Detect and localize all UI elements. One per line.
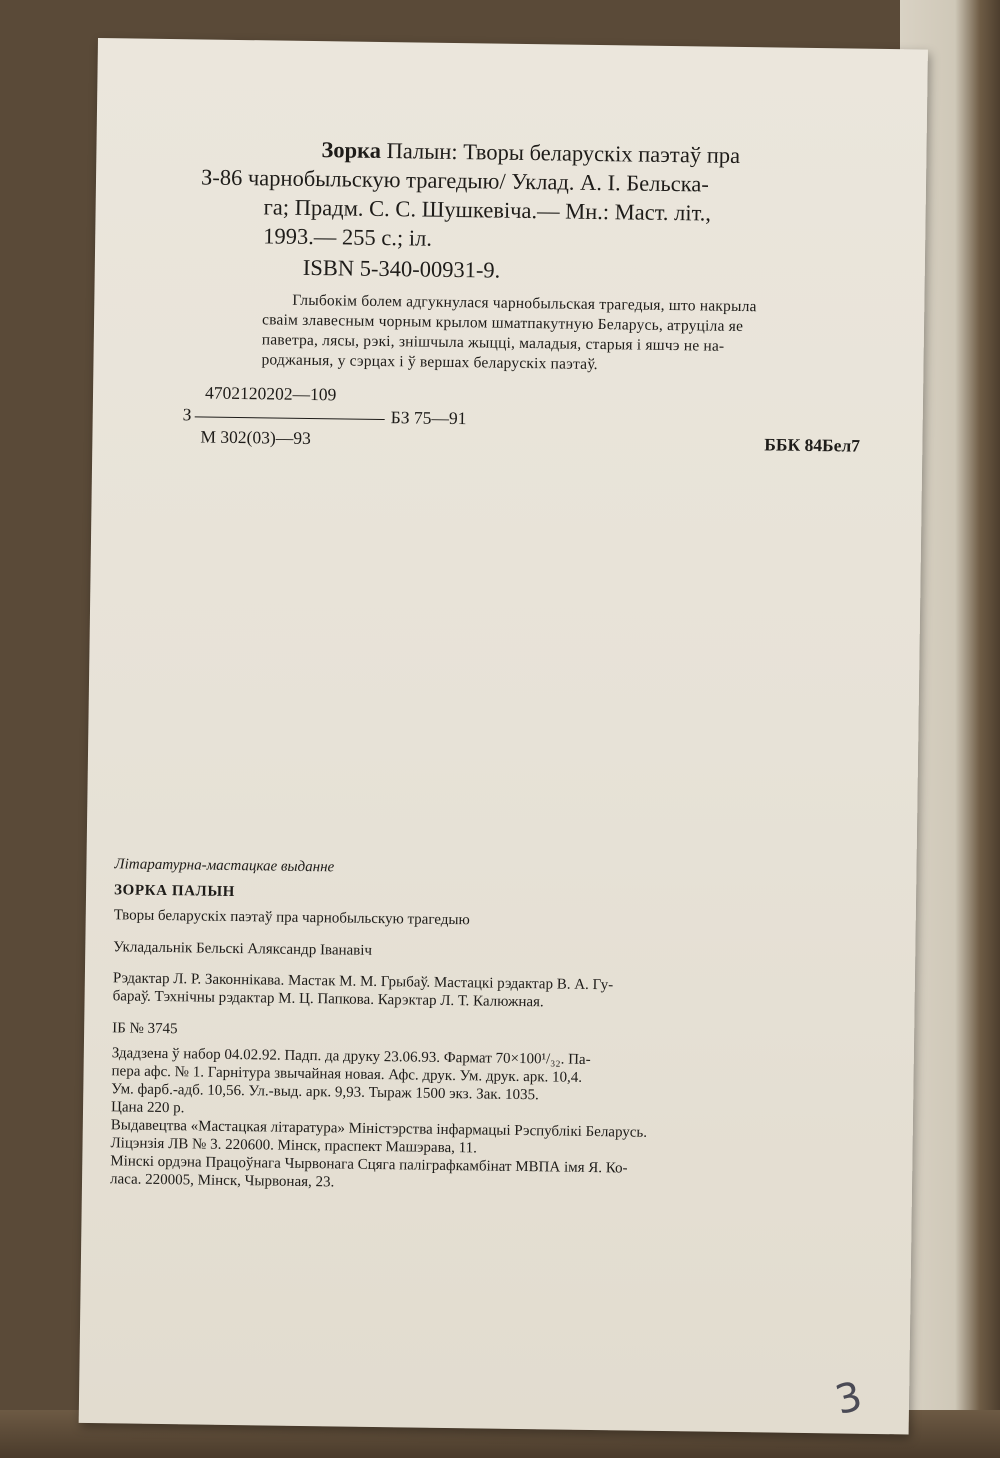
production-line: Ліцэнзія ЛВ № 3. 220600. Мінск, праспект Машэрава, 11.: [110, 1135, 477, 1157]
production-line: Мінскі ордэна Працоўнага Чырвонага Сцяга паліграфкамбінат МВПА імя Я. Ко-: [110, 1153, 628, 1177]
production-line: Ум. фарб.-адб. 10,56. Ул.-выд. арк. 9,93. Тыраж 1500 экз. Зак. 1035.: [111, 1081, 539, 1104]
catalog-code: З-86: [200, 164, 243, 191]
production-line: Здадзена ў набор 04.02.92. Падп. да друку 23.06.93. Фармат 70×100¹/₃₂. Па-: [111, 1045, 591, 1068]
code-denominator: М 302(03)—93: [200, 426, 311, 449]
catalog-card: [98, 38, 928, 283]
code-bz: БЗ 75—91: [390, 407, 467, 429]
handwritten-page-mark: 3: [830, 1373, 867, 1425]
annotation-line: паветра, лясы, рэкі, знішчыла жыцці, маладыя, старыя і яшчэ не на-: [261, 331, 725, 355]
annotation-line: роджаныя, у сэрцах і ў вершах беларускіх паэтаў.: [261, 351, 598, 374]
catalog-title-bold: Зорка: [321, 137, 382, 163]
editors-line: Рэдактар Л. Р. Законнікава. Мастак М. М. Грыбаў. Мастацкі рэдактар В. А. Гу-: [112, 970, 614, 994]
compiler: Укладальнік Бельскі Аляксандр Іванавіч: [113, 939, 373, 959]
production-line: пера афс. № 1. Гарнітура звычайная новая. Афс. друк. Ум. друк. арк. 10,4.: [111, 1063, 583, 1086]
code-numerator: 4702120202—109: [204, 382, 337, 405]
fraction-line: [195, 416, 385, 420]
catalog-line-1: Зорка Палын: Творы беларускіх паэтаў пра: [321, 137, 741, 168]
production-line: Цана 220 р.: [110, 1099, 185, 1117]
catalog-line-4: 1993.— 255 с.; іл.: [263, 223, 433, 251]
edition-type: Літаратурна-мастацкае выданне: [114, 856, 335, 876]
catalog-line-3: га; Прадм. С. С. Шушкевіча.— Мн.: Маст. літ.,: [263, 194, 712, 226]
code-prefix: З: [182, 404, 192, 425]
production-line: Выдавецтва «Мастацкая літаратура» Міністэрства інфармацыі Рэспублікі Беларусь.: [110, 1117, 648, 1141]
code-bbk: ББК 84Бел7: [764, 434, 861, 456]
imprint-title: ЗОРКА ПАЛЫН: [113, 882, 236, 900]
annotation-line: сваім злавесным чорным крылом шматпакутную Беларусь, атруціла яе: [261, 311, 744, 336]
annotation-line: Глыбокім болем адгукнулася чарнобыльская трагедыя, што накрыла: [292, 291, 757, 316]
ib-number: ІБ № 3745: [112, 1020, 178, 1038]
catalog-line-2: З-86 чарнобыльскую трагедыю/ Уклад. А. І. Бельска-: [200, 164, 709, 197]
isbn: ISBN 5-340-00931-9.: [302, 254, 501, 283]
editors-line: бараў. Тэхнічны рэдактар М. Ц. Папкова. Карэктар Л. Т. Калюжная.: [112, 988, 544, 1011]
imprint-subtitle: Творы беларускіх паэтаў пра чарнобыльскую трагедыю: [113, 907, 470, 929]
production-line: ласа. 220005, Мінск, Чырвоная, 23.: [109, 1171, 335, 1191]
book-page: [79, 38, 928, 1434]
